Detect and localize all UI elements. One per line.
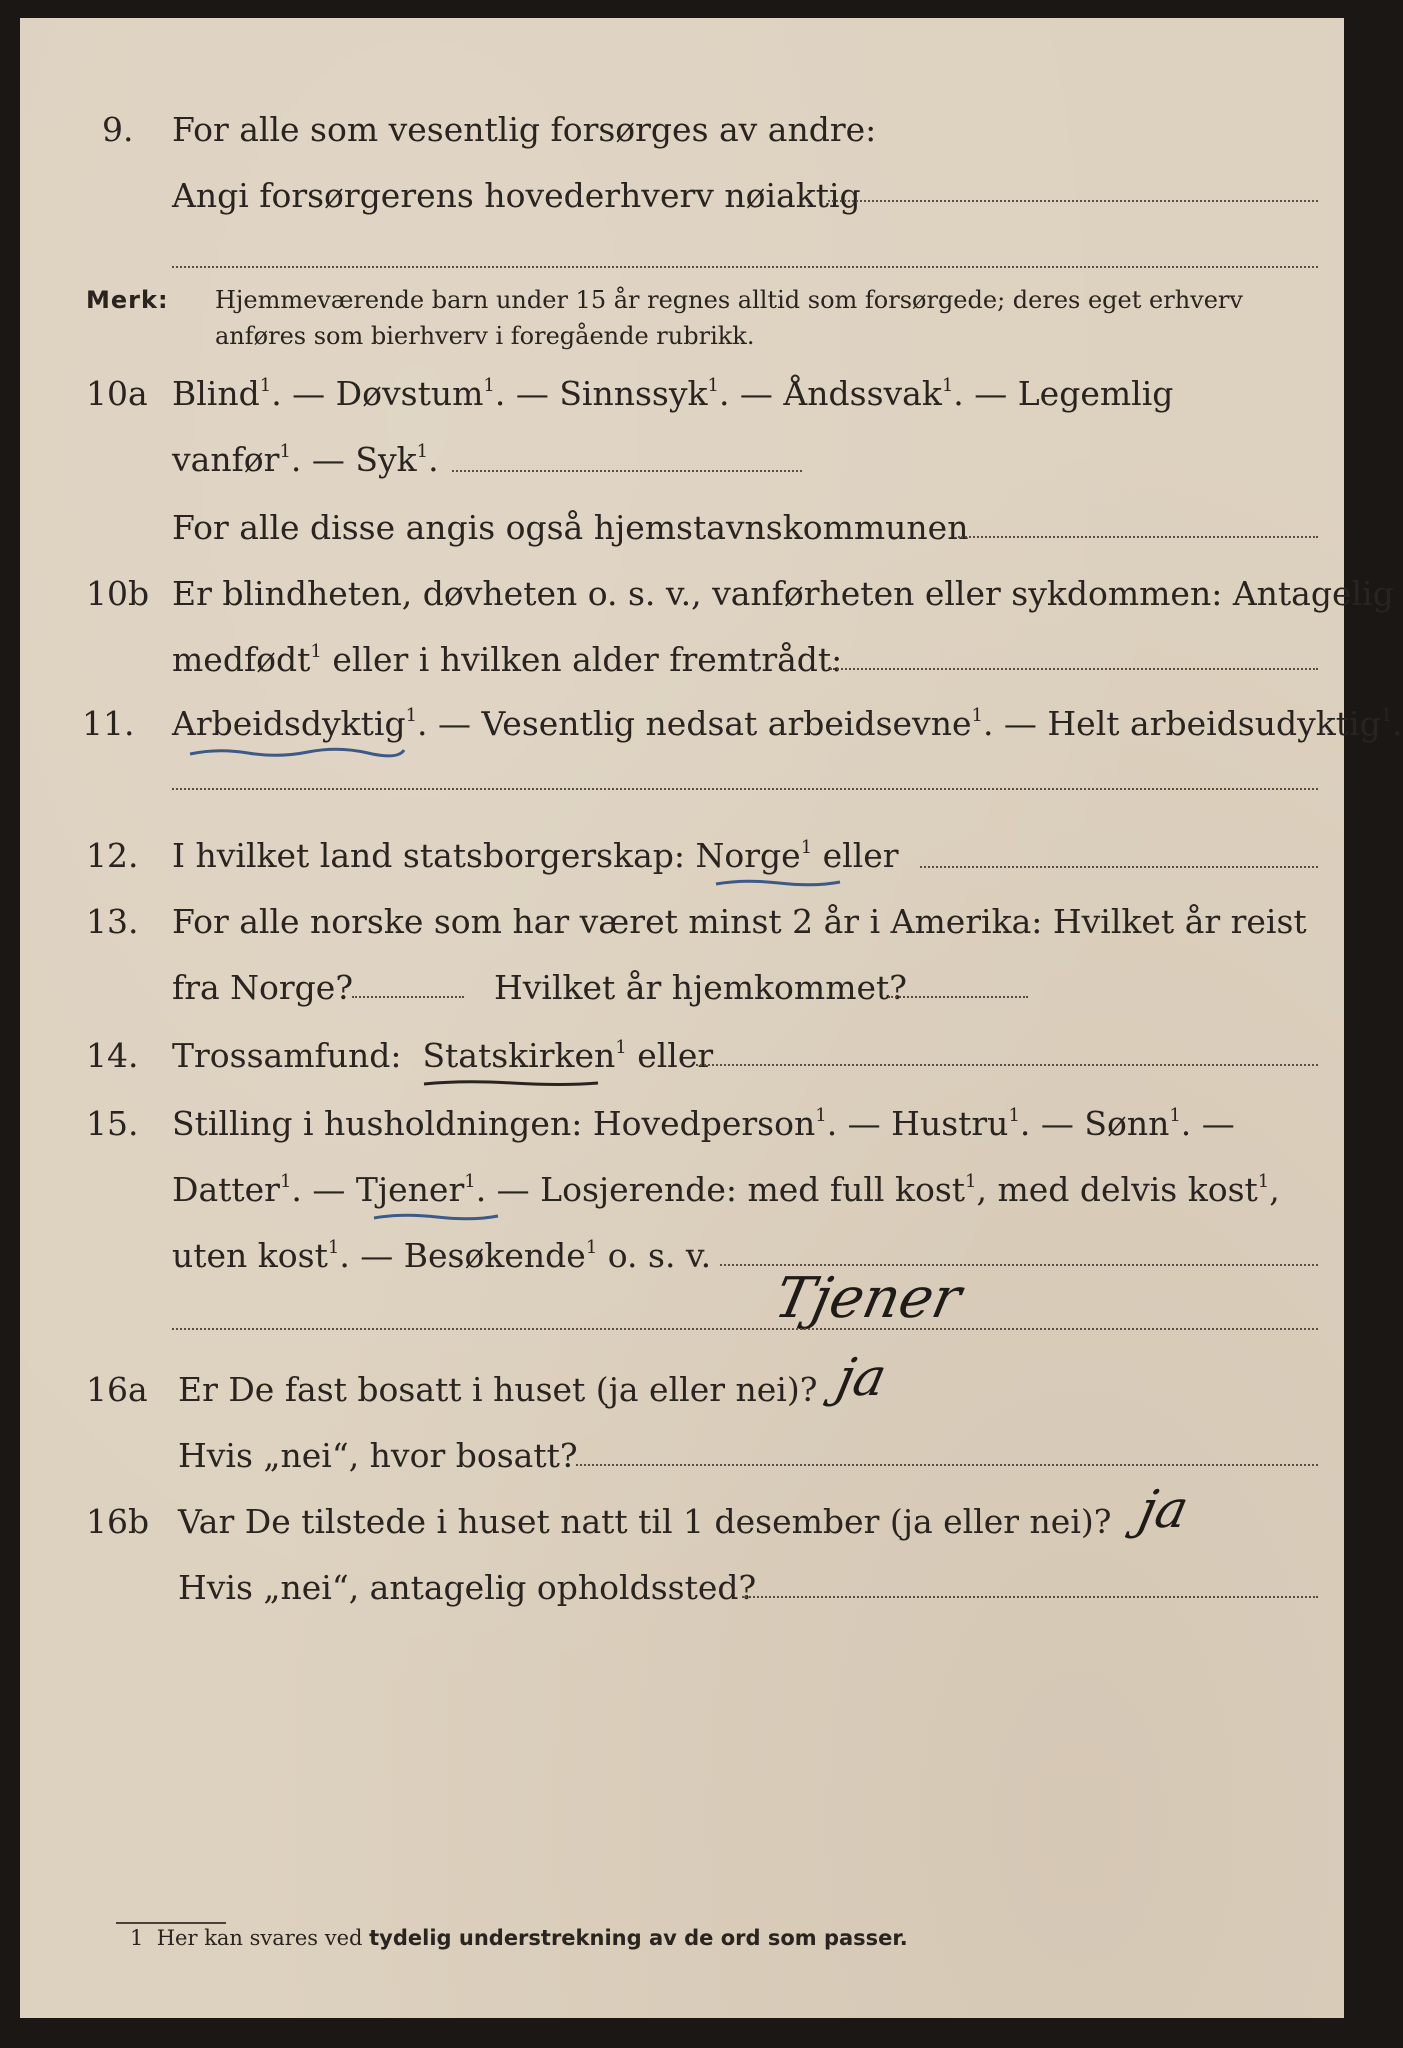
q15-answer-field-2[interactable] [172, 1328, 1318, 1330]
q13-number: 13. [86, 902, 139, 941]
q15-dash2: . — [291, 1170, 346, 1209]
q15-opt-hovedperson[interactable]: Stilling i husholdningen: Hovedperson [172, 1104, 816, 1143]
q10a-line1 [172, 374, 1173, 414]
q15-opt-besokende[interactable]: . — Besøkende [339, 1236, 586, 1275]
q10b-answer-field[interactable] [830, 668, 1318, 670]
sup-mark: 1 [800, 837, 813, 858]
q15-line3 [172, 1236, 711, 1276]
q10a-number: 10a [86, 374, 148, 413]
sup-mark: 1 [971, 705, 983, 726]
q10a-opt-sinnssyk[interactable]: . — Sinnssyk [494, 374, 708, 413]
q15-osv: o. s. v. [597, 1236, 712, 1275]
q14-eller: eller [626, 1036, 714, 1075]
q16a-handwritten-answer: ja [831, 1348, 892, 1408]
q14-number: 14. [86, 1036, 139, 1075]
sup-mark: 1 [464, 1171, 476, 1192]
q10a-line2 [172, 440, 439, 480]
sup-mark: 1 [279, 441, 291, 462]
sup-mark: 1 [941, 375, 954, 396]
sup-mark: 1 [279, 1171, 292, 1192]
q15-opt-hustru[interactable]: . — Hustru [826, 1104, 1009, 1143]
q10a-opt-dovstum[interactable]: . — Døvstum [271, 374, 484, 413]
q14-underline-mark [422, 1076, 602, 1092]
q9-line2: Angi forsørgerens hovederhverv nøiaktig [172, 176, 861, 215]
q14-answer-field[interactable] [696, 1064, 1318, 1066]
q13-line2a: fra Norge? [172, 968, 354, 1007]
q11-opt-nedsat[interactable]: . — Vesentlig nedsat arbeidsevne [417, 704, 972, 743]
merk-line2: anføres som bierhverv i foregående rubrikk. [215, 322, 755, 350]
sup-mark: 1 [965, 1171, 977, 1192]
q10a-opt-vanfor[interactable]: vanfør [172, 440, 280, 479]
q10b-opt-medfodt[interactable]: medfødt [172, 640, 311, 679]
q15-line1 [172, 1104, 1235, 1144]
q13-hjemkommet-field[interactable] [888, 996, 1028, 998]
sup-mark: 1 [707, 375, 719, 396]
footnote-rule [116, 1922, 226, 1924]
q16a-number: 16a [86, 1370, 148, 1409]
q11-line [172, 704, 1403, 744]
q16b-line1: Var De tilstede i huset natt til 1 desember (ja eller nei)? [178, 1502, 1112, 1541]
q15-handwritten-answer: Tjener [769, 1266, 967, 1331]
q13-line2b: Hvilket år hjemkommet? [494, 968, 907, 1007]
q16a-line1: Er De fast bosatt i huset (ja eller nei)? [178, 1370, 818, 1409]
footnote-text-a: Her kan svares ved [156, 1926, 363, 1950]
sup-mark: 1 [815, 1105, 827, 1126]
census-form-page [20, 18, 1403, 2018]
sup-mark: 1 [416, 441, 429, 462]
q16b-handwritten-answer: ja [1133, 1480, 1194, 1540]
sup-mark: 1 [405, 705, 418, 726]
q10a-opt-syk[interactable]: . — Syk [290, 440, 417, 479]
sup-mark: 1 [1380, 705, 1393, 726]
sup-mark: 1 [483, 375, 495, 396]
q9-number: 9. [102, 110, 134, 149]
q15-opt-sonn[interactable]: . — Sønn [1019, 1104, 1170, 1143]
q10a-opt-blind[interactable]: Blind [172, 374, 260, 413]
q10a-syk-field[interactable] [452, 470, 802, 472]
q16b-number: 16b [86, 1502, 150, 1541]
merk-line1: Hjemmeværende barn under 15 år regnes alltid som forsørgede; deres eget erhverv [215, 286, 1243, 314]
q12-opt-norge[interactable]: Norge [695, 836, 801, 875]
q10a-hjemstavn-field[interactable] [958, 536, 1318, 538]
q13-reist-field[interactable] [352, 996, 464, 998]
sup-mark: 1 [615, 1037, 627, 1058]
footnote-text-b: tydelig understrekning av de ord som passer. [369, 1926, 908, 1950]
q14-text: Trossamfund: [172, 1036, 402, 1075]
sup-mark: 1 [1169, 1105, 1181, 1126]
q15-opt-datter[interactable]: Datter [172, 1170, 280, 1209]
q11-period: . [1392, 704, 1403, 743]
q16b-answer-field[interactable] [742, 1596, 1318, 1598]
q10b-line2 [172, 640, 842, 680]
q11-underline-mark [188, 744, 408, 764]
sup-mark: 1 [259, 375, 272, 396]
q11-opt-udyktig[interactable]: . — Helt arbeidsudyktig [982, 704, 1381, 743]
q16b-line2: Hvis „nei“, antagelig opholdssted? [178, 1568, 757, 1607]
sup-mark: 1 [1008, 1105, 1020, 1126]
q11-answer-field[interactable] [172, 788, 1318, 790]
q15-comma: , [1269, 1170, 1280, 1209]
footnote [130, 1926, 908, 1950]
q9-answer-field[interactable] [828, 200, 1318, 202]
sup-mark: 1 [1257, 1171, 1270, 1192]
q14-opt-statskirken[interactable]: Statskirken [422, 1036, 616, 1075]
footnote-mark: 1 [130, 1926, 144, 1950]
q10a-opt-andssvak[interactable]: . — Åndssvak [718, 374, 942, 413]
q10a-period: . [428, 440, 439, 479]
q15-dash: . — [1180, 1104, 1235, 1143]
q12-line [172, 836, 899, 876]
q11-number: 11. [82, 704, 135, 743]
q9-line1: For alle som vesentlig forsørges av andre: [172, 110, 877, 149]
q15-line2 [172, 1170, 1280, 1210]
q16a-answer-field[interactable] [576, 1464, 1318, 1466]
q10b-text: eller i hvilken alder fremtrådt: [321, 640, 843, 679]
q9-answer-field-2[interactable] [172, 266, 1318, 268]
q12-eller: eller [812, 836, 899, 875]
q15-opt-full-kost[interactable]: . — Losjerende: med full kost [475, 1170, 966, 1209]
q15-number: 15. [86, 1104, 139, 1143]
q10b-number: 10b [86, 574, 150, 613]
q11-opt-arbeidsdyktig[interactable]: Arbeidsdyktig [172, 704, 406, 743]
q12-answer-field[interactable] [920, 866, 1318, 868]
q15-opt-uten-kost[interactable]: uten kost [172, 1236, 328, 1275]
q12-underline-mark [714, 876, 844, 892]
q10a-opt-legemlig[interactable]: . — Legemlig [953, 374, 1174, 413]
q14-line [172, 1036, 713, 1076]
q10b-line1: Er blindheten, døvheten o. s. v., vanførheten eller sykdommen: Antagelig [172, 574, 1394, 613]
q16a-line2: Hvis „nei“, hvor bosatt? [178, 1436, 578, 1475]
q15-opt-delvis-kost[interactable]: , med delvis kost [976, 1170, 1258, 1209]
sup-mark: 1 [310, 641, 322, 662]
q13-line1: For alle norske som har været minst 2 år i Amerika: Hvilket år reist [172, 902, 1307, 941]
q12-number: 12. [86, 836, 139, 875]
q12-text: I hvilket land statsborgerskap: [172, 836, 686, 875]
sup-mark: 1 [585, 1237, 598, 1258]
merk-label: Merk: [86, 286, 169, 314]
q15-opt-tjener[interactable]: Tjener [355, 1170, 465, 1209]
q10a-line3: For alle disse angis også hjemstavnskommunen [172, 508, 969, 547]
sup-mark: 1 [327, 1237, 340, 1258]
q15-underline-mark [372, 1210, 502, 1226]
